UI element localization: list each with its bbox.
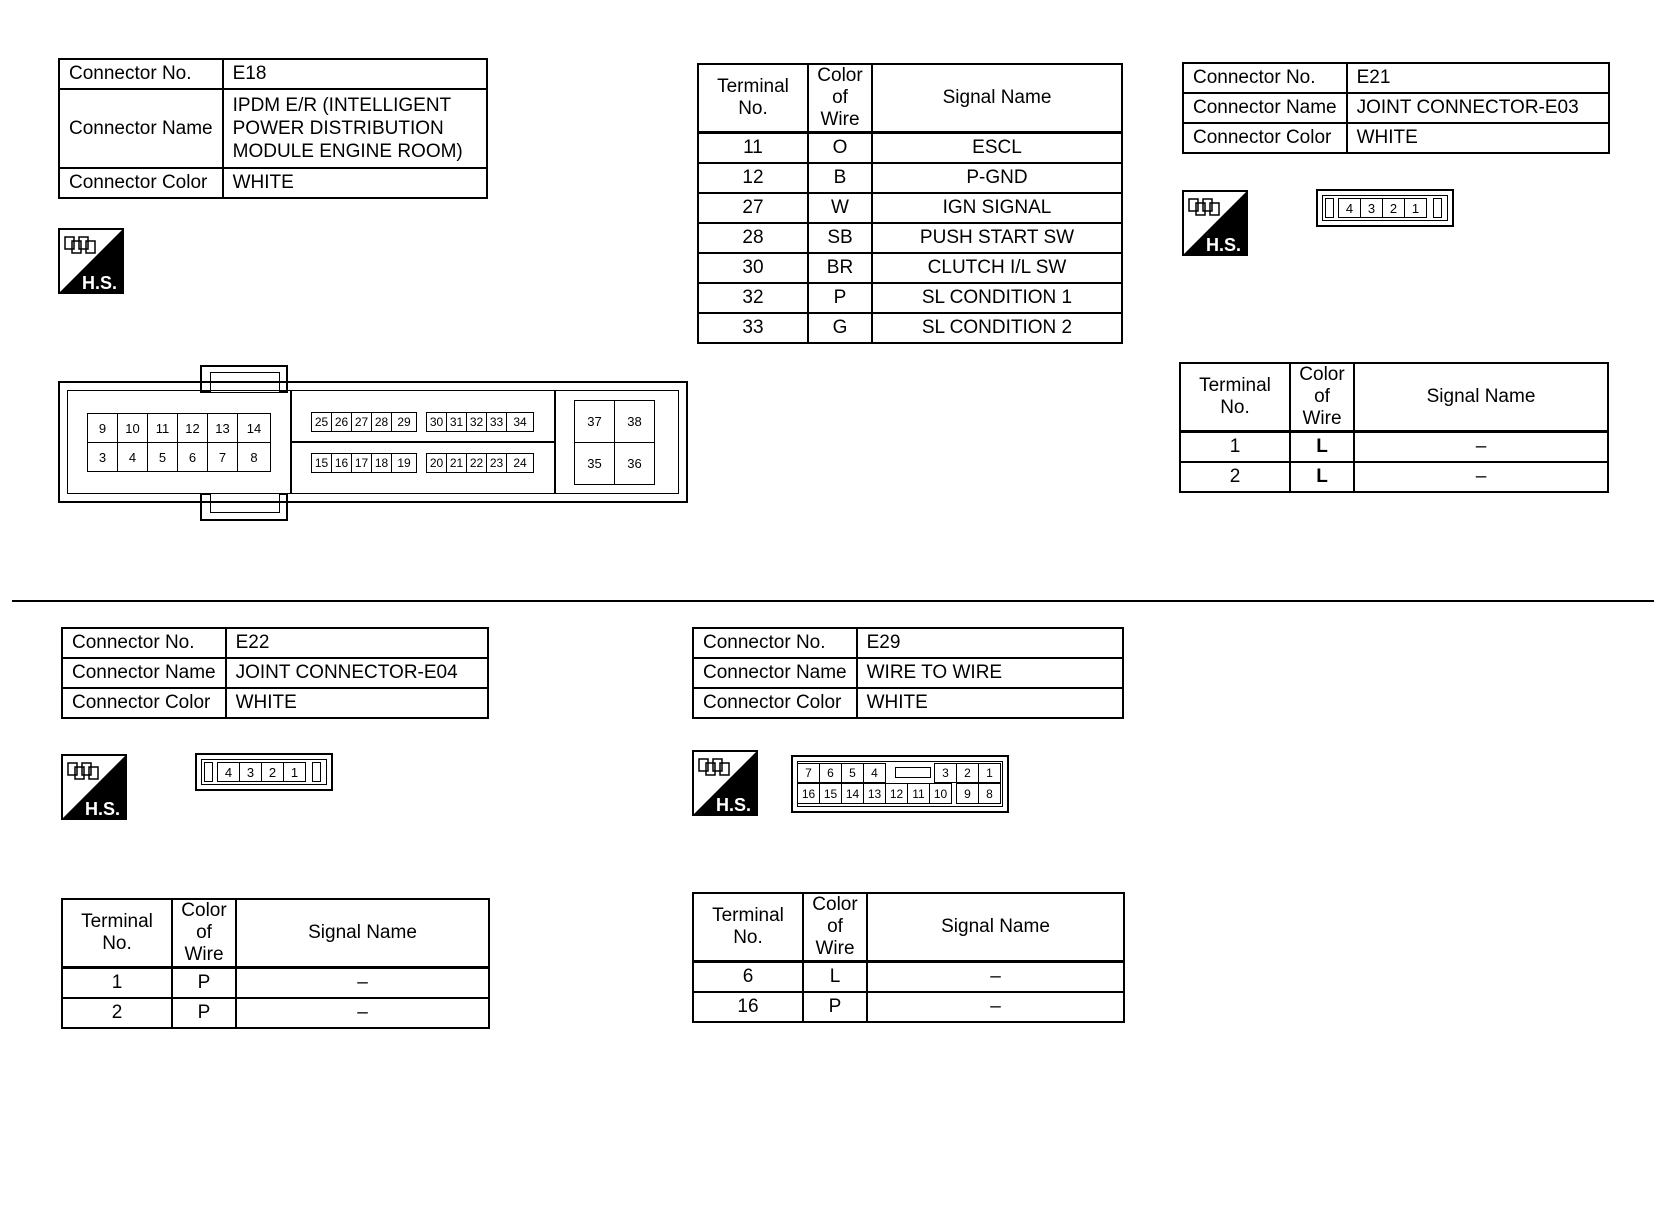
table-row bbox=[698, 223, 1122, 253]
svg-text:H.S.: H.S. bbox=[82, 273, 118, 293]
signal-name-header: Signal Name bbox=[236, 899, 489, 968]
svg-text:H.S.: H.S. bbox=[85, 799, 121, 819]
connector-name-line: POWER DISTRIBUTION bbox=[232, 118, 444, 139]
signal-name-cell: – bbox=[236, 968, 489, 999]
harness-side-icon bbox=[61, 754, 127, 820]
wire-color-header: Color of Wire bbox=[1290, 363, 1354, 432]
terminal-pin: 26 bbox=[331, 412, 352, 432]
terminal-no-cell: 2 bbox=[62, 998, 172, 1028]
terminal-pin: 4 bbox=[863, 763, 886, 783]
connector-no-value: E29 bbox=[857, 628, 1123, 658]
terminal-pin: 3 bbox=[87, 442, 118, 472]
terminal-pin: 27 bbox=[351, 412, 372, 432]
signal-name-cell: SL CONDITION 2 bbox=[872, 313, 1122, 343]
terminal-pin: 38 bbox=[614, 400, 655, 443]
terminal-no-header: Terminal No. bbox=[698, 64, 808, 133]
wire-color-cell: L bbox=[803, 962, 867, 993]
wire-color-cell: P bbox=[172, 968, 236, 999]
terminal-pin: 4 bbox=[1338, 198, 1361, 218]
harness-side-icon bbox=[692, 750, 758, 816]
connector-no-label: Connector No. bbox=[1183, 63, 1347, 93]
terminal-pin: 7 bbox=[207, 442, 238, 472]
signal-name-cell: SL CONDITION 1 bbox=[872, 283, 1122, 313]
terminal-pin: 2 bbox=[956, 763, 979, 783]
connector-color-label: Connector Color bbox=[59, 168, 223, 198]
connector-no-value: E22 bbox=[226, 628, 488, 658]
terminal-pin: 32 bbox=[466, 412, 487, 432]
wire-color-header: Color of Wire bbox=[172, 899, 236, 968]
wire-color-cell: G bbox=[808, 313, 872, 343]
signal-name-header: Signal Name bbox=[867, 893, 1124, 962]
wire-color-cell: B bbox=[808, 163, 872, 193]
terminal-pin: 8 bbox=[237, 442, 271, 472]
e29-connector-info bbox=[692, 627, 1124, 719]
connector-no-value: E21 bbox=[1347, 63, 1609, 93]
wire-color-header: Color of Wire bbox=[803, 893, 867, 962]
terminal-pin: 1 bbox=[978, 763, 1001, 783]
connector-name-label: Connector Name bbox=[1183, 93, 1347, 123]
terminal-pin: 13 bbox=[207, 413, 238, 443]
table-row bbox=[698, 253, 1122, 283]
wire-color-cell: O bbox=[808, 133, 872, 164]
terminal-pin: 5 bbox=[841, 763, 864, 783]
signal-name-cell: – bbox=[1354, 432, 1608, 463]
e29-terminal-table bbox=[692, 892, 1125, 1023]
wire-color-header: Color of Wire bbox=[808, 64, 872, 133]
terminal-pin: 34 bbox=[506, 412, 534, 432]
signal-name-cell: – bbox=[867, 992, 1124, 1022]
terminal-pin: 3 bbox=[239, 762, 262, 782]
terminal-pin: 11 bbox=[147, 413, 178, 443]
terminal-no-cell: 2 bbox=[1180, 462, 1290, 492]
connector-name-label: Connector Name bbox=[59, 89, 223, 168]
terminal-pin: 31 bbox=[446, 412, 467, 432]
terminal-no-cell: 1 bbox=[1180, 432, 1290, 463]
signal-name-header: Signal Name bbox=[1354, 363, 1608, 432]
wire-color-cell: P bbox=[172, 998, 236, 1028]
e18-connector-info bbox=[58, 58, 488, 199]
terminal-no-cell: 28 bbox=[698, 223, 808, 253]
table-row bbox=[693, 992, 1124, 1022]
terminal-pin: 12 bbox=[885, 783, 908, 804]
terminal-no-header: Terminal No. bbox=[1180, 363, 1290, 432]
svg-text:H.S.: H.S. bbox=[716, 795, 752, 815]
connector-name-value: JOINT CONNECTOR-E04 bbox=[226, 658, 488, 688]
terminal-pin: 5 bbox=[147, 442, 178, 472]
connector-no-label: Connector No. bbox=[693, 628, 857, 658]
terminal-pin: 16 bbox=[797, 783, 820, 804]
terminal-pin: 6 bbox=[819, 763, 842, 783]
connector-color-label: Connector Color bbox=[693, 688, 857, 718]
wire-color-cell: L bbox=[1290, 432, 1354, 463]
terminal-pin: 18 bbox=[371, 453, 392, 473]
terminal-pin: 1 bbox=[283, 762, 306, 782]
connector-color-label: Connector Color bbox=[1183, 123, 1347, 153]
terminal-pin: 22 bbox=[466, 453, 487, 473]
terminal-pin: 3 bbox=[934, 763, 957, 783]
harness-side-icon bbox=[1182, 190, 1248, 256]
connector-no-label: Connector No. bbox=[59, 59, 223, 89]
signal-name-cell: – bbox=[867, 962, 1124, 993]
terminal-pin: 19 bbox=[391, 453, 417, 473]
terminal-pin: 9 bbox=[956, 783, 979, 804]
terminal-no-cell: 11 bbox=[698, 133, 808, 164]
table-row bbox=[698, 163, 1122, 193]
svg-text:H.S.: H.S. bbox=[1206, 235, 1242, 255]
connector-color-value: WHITE bbox=[226, 688, 488, 718]
terminal-pin: 1 bbox=[1404, 198, 1427, 218]
table-row bbox=[698, 133, 1122, 164]
signal-name-cell: – bbox=[1354, 462, 1608, 492]
connector-color-value: WHITE bbox=[857, 688, 1123, 718]
signal-name-cell: P-GND bbox=[872, 163, 1122, 193]
connector-name-value: JOINT CONNECTOR-E03 bbox=[1347, 93, 1609, 123]
table-row bbox=[62, 968, 489, 999]
terminal-pin: 10 bbox=[929, 783, 952, 804]
connector-name-value: WIRE TO WIRE bbox=[857, 658, 1123, 688]
terminal-no-cell: 33 bbox=[698, 313, 808, 343]
terminal-pin: 21 bbox=[446, 453, 467, 473]
signal-name-cell: ESCL bbox=[872, 133, 1122, 164]
terminal-pin: 37 bbox=[574, 400, 615, 443]
wire-color-cell: P bbox=[803, 992, 867, 1022]
terminal-no-cell: 30 bbox=[698, 253, 808, 283]
terminal-pin: 12 bbox=[177, 413, 208, 443]
table-row bbox=[698, 193, 1122, 223]
signal-name-cell: PUSH START SW bbox=[872, 223, 1122, 253]
terminal-pin: 10 bbox=[117, 413, 148, 443]
terminal-no-cell: 6 bbox=[693, 962, 803, 993]
terminal-pin: 4 bbox=[117, 442, 148, 472]
terminal-pin: 15 bbox=[819, 783, 842, 804]
table-row bbox=[1180, 432, 1608, 463]
terminal-no-cell: 1 bbox=[62, 968, 172, 999]
e22-terminal-table bbox=[61, 898, 490, 1029]
terminal-pin: 7 bbox=[797, 763, 820, 783]
terminal-pin: 20 bbox=[426, 453, 447, 473]
terminal-pin: 13 bbox=[863, 783, 886, 804]
terminal-pin: 11 bbox=[907, 783, 930, 804]
connector-no-label: Connector No. bbox=[62, 628, 226, 658]
terminal-pin: 2 bbox=[261, 762, 284, 782]
terminal-pin: 24 bbox=[506, 453, 534, 473]
connector-color-label: Connector Color bbox=[62, 688, 226, 718]
terminal-pin: 17 bbox=[351, 453, 372, 473]
terminal-pin: 15 bbox=[311, 453, 332, 473]
e21-connector-info bbox=[1182, 62, 1610, 154]
wire-color-cell: SB bbox=[808, 223, 872, 253]
terminal-pin: 30 bbox=[426, 412, 447, 432]
terminal-pin: 16 bbox=[331, 453, 352, 473]
terminal-pin: 4 bbox=[217, 762, 240, 782]
connector-name-label: Connector Name bbox=[62, 658, 226, 688]
terminal-pin: 29 bbox=[391, 412, 417, 432]
terminal-no-cell: 16 bbox=[693, 992, 803, 1022]
terminal-no-header: Terminal No. bbox=[62, 899, 172, 968]
terminal-pin: 25 bbox=[311, 412, 332, 432]
terminal-pin: 14 bbox=[237, 413, 271, 443]
terminal-pin: 28 bbox=[371, 412, 392, 432]
connector-name-label: Connector Name bbox=[693, 658, 857, 688]
terminal-pin: 6 bbox=[177, 442, 208, 472]
wire-color-cell: BR bbox=[808, 253, 872, 283]
wire-color-cell: W bbox=[808, 193, 872, 223]
terminal-no-header: Terminal No. bbox=[693, 893, 803, 962]
terminal-pin: 36 bbox=[614, 442, 655, 485]
table-row bbox=[1180, 462, 1608, 492]
terminal-pin: 2 bbox=[1382, 198, 1405, 218]
signal-name-cell: IGN SIGNAL bbox=[872, 193, 1122, 223]
wire-color-cell: P bbox=[808, 283, 872, 313]
table-row bbox=[693, 962, 1124, 993]
terminal-pin: 33 bbox=[486, 412, 507, 432]
signal-name-cell: – bbox=[236, 998, 489, 1028]
table-row bbox=[698, 283, 1122, 313]
e21-terminal-table bbox=[1179, 362, 1609, 493]
connector-name-value bbox=[223, 89, 487, 168]
terminal-pin: 8 bbox=[978, 783, 1001, 804]
terminal-pin: 35 bbox=[574, 442, 615, 485]
connector-name-line: IPDM E/R (INTELLIGENT bbox=[232, 95, 452, 116]
terminal-no-cell: 12 bbox=[698, 163, 808, 193]
signal-name-cell: CLUTCH I/L SW bbox=[872, 253, 1122, 283]
section-divider bbox=[12, 600, 1654, 602]
signal-name-header: Signal Name bbox=[872, 64, 1122, 133]
connector-name-line: MODULE ENGINE ROOM) bbox=[232, 141, 463, 162]
wire-color-cell: L bbox=[1290, 462, 1354, 492]
connector-color-value: WHITE bbox=[1347, 123, 1609, 153]
table-row bbox=[62, 998, 489, 1028]
terminal-no-cell: 27 bbox=[698, 193, 808, 223]
connector-color-value: WHITE bbox=[223, 168, 487, 198]
e22-connector-info bbox=[61, 627, 489, 719]
table-row bbox=[698, 313, 1122, 343]
terminal-pin: 3 bbox=[1360, 198, 1383, 218]
terminal-pin: 14 bbox=[841, 783, 864, 804]
connector-no-value: E18 bbox=[223, 59, 487, 89]
terminal-pin: 9 bbox=[87, 413, 118, 443]
harness-side-icon bbox=[58, 228, 124, 294]
terminal-pin: 23 bbox=[486, 453, 507, 473]
terminal-no-cell: 32 bbox=[698, 283, 808, 313]
e18-terminal-table bbox=[697, 63, 1123, 344]
